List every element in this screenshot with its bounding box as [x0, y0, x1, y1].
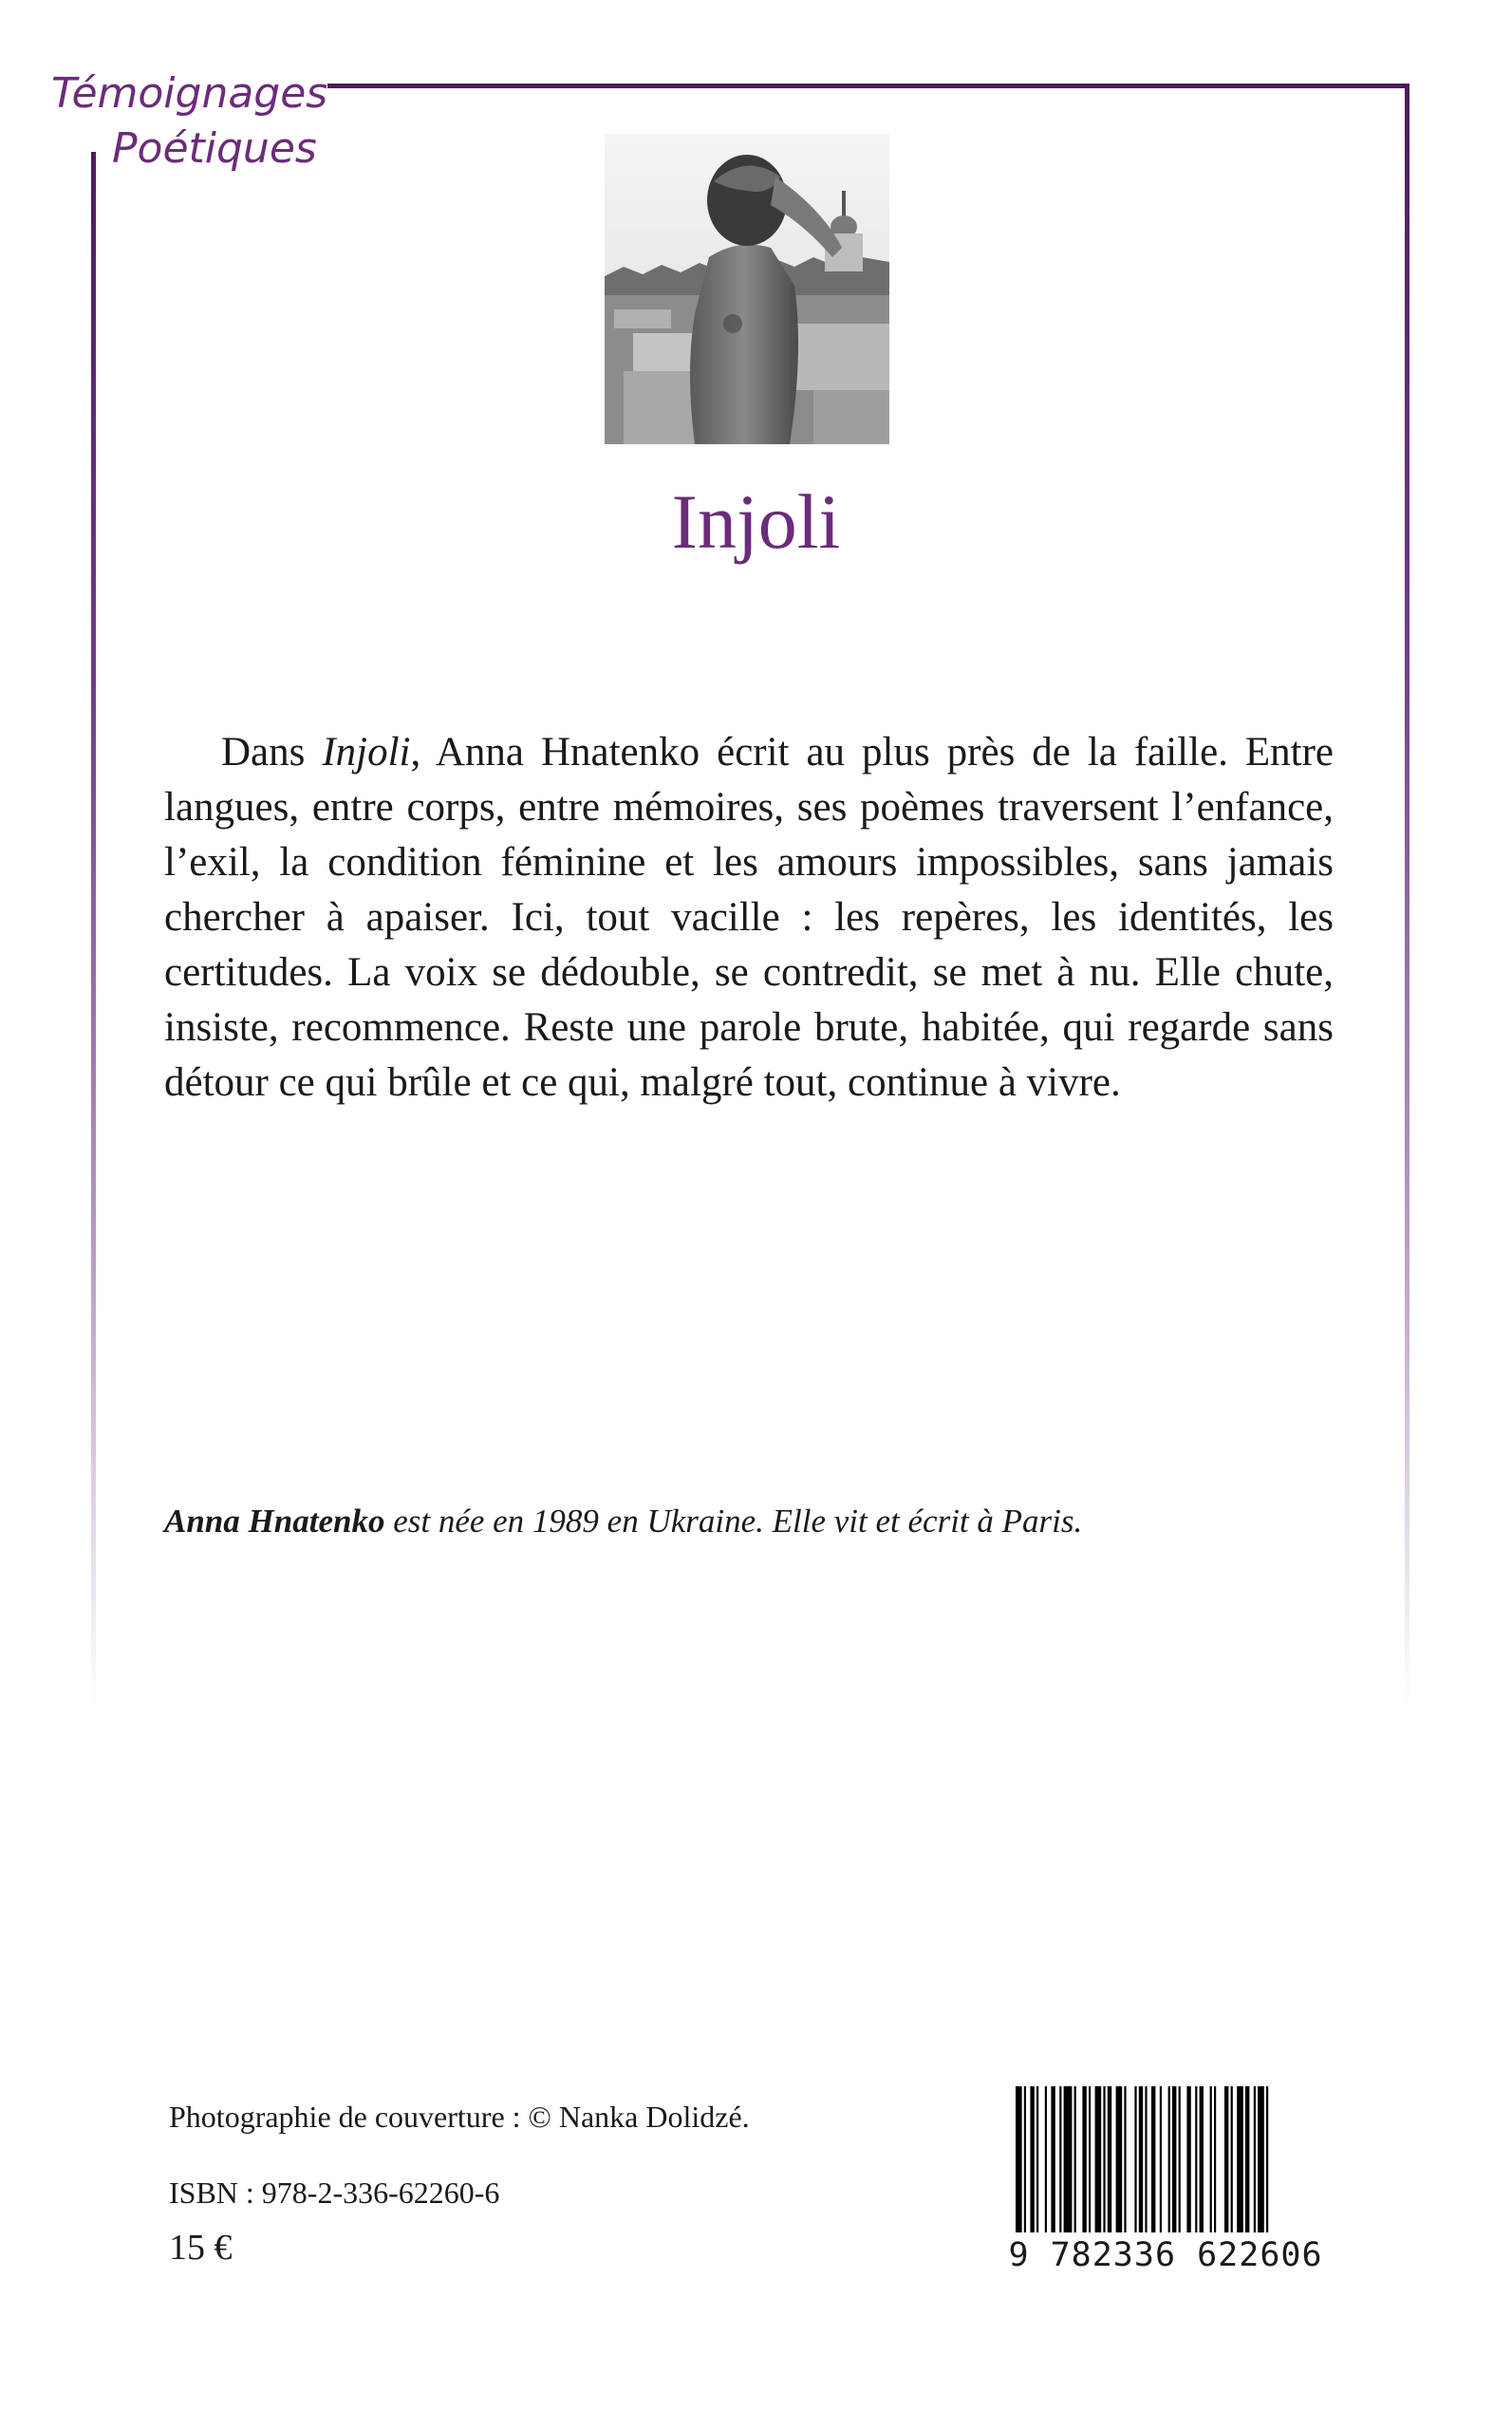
author-bio-text: est née en 1989 en Ukraine. Elle vit et écrit à Paris.: [384, 1503, 1083, 1540]
blurb-intro: Dans: [221, 730, 323, 775]
blurb-text: , Anna Hnatenko écrit au plus près de la faille. Entre langues, entre corps, entre mémoires, ses poèmes traversent l’enfance, l’exil, la condition féminine et les amours impossibles, sans jamais chercher à apaiser. Ici, tout vacille : les repères, les identités, les certitudes. La voix se dédouble, se contredit, se met à nu. Elle chute, insiste, recommence. Reste une parole brute, habitée, qui regarde sans détour ce qui brûle et ce qui, malgré tout, continue à vivre.: [164, 730, 1334, 1105]
isbn: ISBN : 978-2-336-62260-6: [169, 2176, 500, 2210]
price: 15 €: [169, 2228, 233, 2268]
author-bio: [164, 1500, 1334, 1543]
collection-line-2: Poétiques: [112, 124, 317, 173]
book-blurb: [164, 725, 1334, 1111]
collection-label: [46, 66, 328, 177]
cover-photograph: [605, 134, 889, 444]
frame-left-line: [91, 152, 96, 1709]
barcode-digits: 9 782336 622606: [1004, 2232, 1327, 2278]
collection-line-1: Témoignages: [51, 69, 328, 118]
frame-top-line: [327, 84, 1409, 88]
photo-credit: Photographie de couverture : © Nanka Dolidzé.: [169, 2100, 750, 2134]
frame-right-line: [1405, 84, 1409, 1707]
book-title: Injoli: [671, 478, 841, 565]
blurb-book-title: Injoli: [322, 730, 411, 775]
author-name: Anna Hnatenko: [164, 1503, 385, 1540]
